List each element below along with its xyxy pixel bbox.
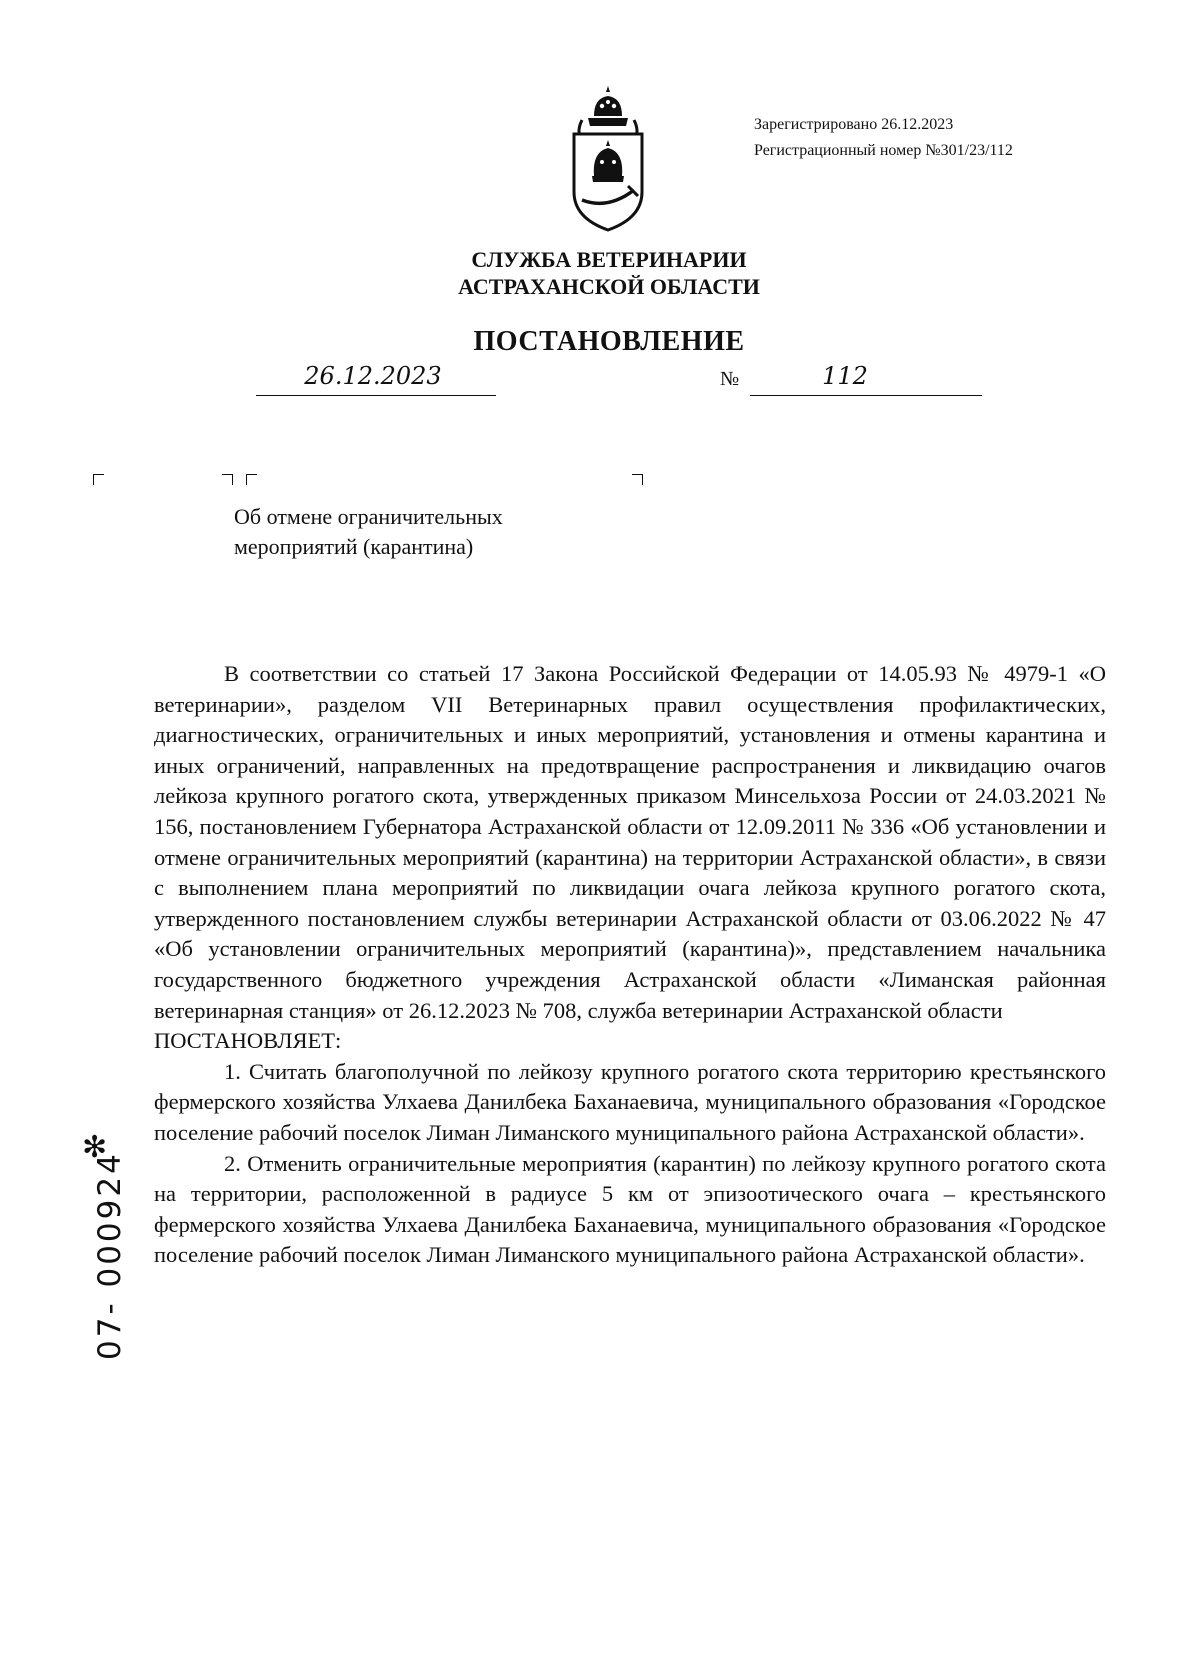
body-intro-paragraph: В соответствии со статьей 17 Закона Российской Федерации от 14.05.93 № 4979-1 «О ветеринарии», разделом VII Ветеринарных правил осуществления профилактических, диагностических, ограничительных и иных мероприятий, установления и отмены карантина и иных ограничений, направленных на предотвращение распространения и ликвидацию очагов лейкоза крупного рогатого скота, утвержденных приказом Минсельхоза России от 24.03.2021 № 156, постановлением Губернатора Астраханской области от 12.09.2011 № 336 «Об установлении и отмене ограничительных мероприятий (карантина) на территории Астраханской области», в связи с выполнением плана мероприятий по ликвидации очага лейкоза крупного рогатого скота, утвержденного постановлением службы ветеринарии Астраханской области от 03.06.2022 № 47 «Об установлении ограничительных мероприятий (карантина)», представлением начальника государственного бюджетного учреждения Астраханской области «Лиманская районная ветеринарная станция» от 26.12.2023 № 708, служба ветеринарии Астраханской области xyxy=(154,661,1106,1023)
registration-number: Регистрационный номер №301/23/112 xyxy=(754,142,1013,159)
decree-word: ПОСТАНОВЛЯЕТ: xyxy=(154,1028,342,1054)
agency-name-line2: АСТРАХАНСКОЙ ОБЛАСТИ xyxy=(458,274,760,299)
number-underline xyxy=(750,395,982,396)
coat-of-arms-emblem xyxy=(568,82,648,232)
number-label: № xyxy=(720,368,740,390)
margin-serial-stamp: 07- 000924 xyxy=(92,1151,128,1360)
decree-item-1: 1. Считать благополучной по лейкозу крупного рогатого скота территорию крестьянского фермерского хозяйства Улхаева Данилбека Баханаевича, муниципального образования «Городское поселение рабочий поселок Лиман Лиманского муниципального района Астраханской области». xyxy=(154,1058,1106,1145)
corner-mark-top-left xyxy=(93,474,104,485)
margin-asterisk-mark: ✻ xyxy=(82,1130,108,1165)
corner-mark-top-right xyxy=(222,474,233,485)
decree-item-2: 2. Отменить ограничительные мероприятия (карантин) по лейкозу крупного рогатого скота на территории, расположенной в радиусе 5 км от эпизоотического очага – крестьянского фермерского хозяйства Улхаева Данилбека Баханаевича, муниципального образования «Городское поселение рабочий поселок Лиман Лиманского муниципального района Астраханской области». xyxy=(154,1150,1106,1268)
registration-date: Зарегистрировано 26.12.2023 xyxy=(754,116,954,133)
corner-mark-subject-left xyxy=(246,474,257,485)
handwritten-number: 112 xyxy=(822,362,868,390)
agency-name-line1: СЛУЖБА ВЕТЕРИНАРИИ xyxy=(471,247,747,272)
corner-mark-subject-right xyxy=(632,474,643,485)
document-type-title: ПОСТАНОВЛЕНИЕ xyxy=(473,326,745,357)
handwritten-date: 26.12.2023 xyxy=(304,362,442,390)
document-subject xyxy=(234,502,634,562)
subject-line1: Об отмене ограничительных xyxy=(234,504,503,529)
subject-line2: мероприятий (карантина) xyxy=(234,534,474,559)
date-underline xyxy=(256,395,496,396)
document-body xyxy=(154,659,1106,1271)
